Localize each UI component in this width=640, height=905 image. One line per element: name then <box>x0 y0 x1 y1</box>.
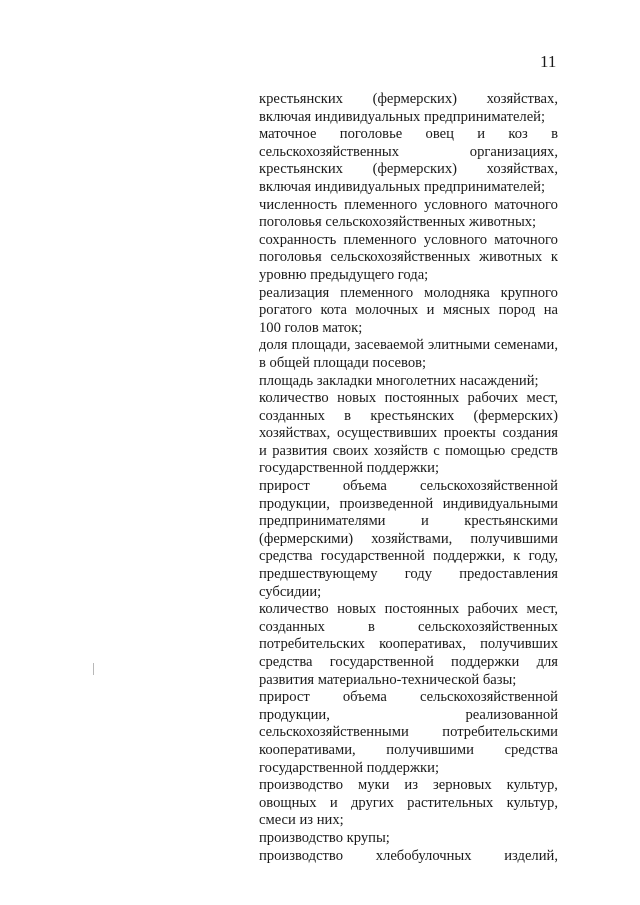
text-line <box>259 337 558 355</box>
word: развития <box>272 442 328 459</box>
word: рабочих <box>467 601 519 618</box>
word: сельскохозяйственных <box>417 618 558 635</box>
word: прирост <box>259 478 310 495</box>
word: объема <box>342 478 387 495</box>
word: для <box>536 654 558 670</box>
word: продукции, <box>259 495 330 512</box>
text-line <box>259 548 558 566</box>
text-line <box>259 689 558 707</box>
word: (фермерских) <box>372 91 458 107</box>
word: осуществивших <box>336 425 438 442</box>
word: сельскохозяйственной <box>419 478 558 495</box>
text-line: государственной поддержки; <box>259 460 440 477</box>
word: постоянных <box>384 601 460 618</box>
word: производство <box>259 847 344 864</box>
word: хозяйствах, <box>486 91 558 107</box>
word: условного <box>424 196 488 213</box>
text-line: государственной поддержки; <box>259 759 440 776</box>
text-line <box>259 496 558 514</box>
text-line <box>259 601 558 619</box>
word: доля <box>259 337 288 354</box>
word: в <box>344 407 352 424</box>
word: племенного <box>343 231 417 248</box>
word: хозяйствами, <box>371 530 453 547</box>
word: году <box>404 566 433 583</box>
word: (фермерских) <box>473 407 558 424</box>
word: хозяйствах, <box>259 425 331 442</box>
text-line <box>259 390 558 408</box>
word: новых <box>337 601 377 618</box>
text-line <box>259 742 558 760</box>
word: количество <box>259 601 329 618</box>
word: молодняка <box>424 284 490 301</box>
word: хозяйствах, <box>486 161 558 178</box>
word: семенами, <box>494 337 558 354</box>
word: получившими <box>470 530 558 547</box>
text-line <box>259 619 558 637</box>
word: предшествующему <box>259 566 378 583</box>
text-line <box>259 126 558 144</box>
text-line: субсидии; <box>259 583 322 600</box>
word: объема <box>342 689 387 706</box>
word: сельскохозяйственных <box>330 249 471 266</box>
text-line <box>259 636 558 654</box>
text-line <box>259 425 558 443</box>
text-line: развития материально-технической базы; <box>259 671 517 688</box>
word: крестьянских <box>259 91 343 107</box>
word: средства <box>504 741 558 758</box>
text-line: смеси из них; <box>259 812 344 829</box>
word: сохранность <box>259 231 337 248</box>
text-line <box>259 531 558 549</box>
word: в <box>551 126 558 143</box>
word: с <box>433 442 440 459</box>
word: культур, <box>506 777 558 794</box>
word: государственной <box>329 654 434 670</box>
word: поддержки, <box>433 548 505 565</box>
word: созданных <box>259 407 325 424</box>
text-line: включая индивидуальных предпринимателей; <box>259 108 546 125</box>
text-line <box>259 795 558 813</box>
word: мест, <box>526 390 558 407</box>
text-line <box>259 232 558 250</box>
text-line: поголовья сельскохозяйственных животных; <box>259 214 537 231</box>
word: овощных <box>259 794 317 811</box>
word: условного <box>423 231 488 248</box>
text-line <box>259 197 558 215</box>
word: на <box>543 302 558 319</box>
word: молочных <box>355 302 419 319</box>
word: средств <box>510 442 558 459</box>
word: племенного <box>340 284 414 301</box>
word: к <box>513 548 521 565</box>
word: получившими <box>386 741 474 758</box>
word: постоянных <box>384 390 460 407</box>
word: (фермерскими) <box>259 530 354 547</box>
word: крестьянских <box>370 407 455 424</box>
word: кота <box>320 302 347 319</box>
word: получивших <box>480 636 558 653</box>
word: сельскохозяйственными <box>259 724 409 741</box>
word: площади, <box>291 337 351 354</box>
word: зерновых <box>432 777 492 794</box>
word: предоставления <box>459 566 558 583</box>
word: сельскохозяйственной <box>419 689 558 706</box>
word: маточного <box>494 231 558 248</box>
word: элитными <box>428 337 491 354</box>
text-line <box>259 161 558 179</box>
word: засеваемой <box>354 337 424 354</box>
document-body <box>259 91 558 865</box>
word: государственной <box>320 548 425 565</box>
word: и <box>329 794 338 811</box>
word: (фермерских) <box>372 161 458 178</box>
word: поголовье <box>339 126 403 143</box>
text-line: 100 голов маток; <box>259 319 363 336</box>
word: культур, <box>506 794 558 811</box>
word: создания <box>502 425 558 442</box>
word: крестьянскими <box>464 513 558 530</box>
text-line <box>259 513 558 531</box>
word: из <box>404 777 418 794</box>
text-line: в общей площади посевов; <box>259 354 427 371</box>
word: и <box>259 442 267 459</box>
text-line <box>259 654 558 672</box>
text-line <box>259 144 558 162</box>
word: численность <box>259 196 338 213</box>
text-line: включая индивидуальных предпринимателей; <box>259 178 546 195</box>
word: сельскохозяйственных <box>259 143 400 160</box>
word: изделий, <box>504 847 558 864</box>
word: организациях, <box>469 143 558 160</box>
word: потребительскими <box>442 724 558 741</box>
word: году, <box>528 548 558 565</box>
text-line <box>259 408 558 426</box>
word: племенного <box>344 196 418 213</box>
word: и <box>426 302 435 319</box>
word: растительных <box>407 794 494 811</box>
text-line <box>259 91 558 109</box>
word: производство <box>259 777 344 794</box>
word: кооперативах, <box>379 636 466 653</box>
word: хозяйств <box>373 442 428 459</box>
word: предпринимателями <box>259 513 386 530</box>
word: поголовья <box>259 249 322 266</box>
text-line <box>259 777 558 795</box>
text-line <box>259 848 558 866</box>
word: мест, <box>526 601 558 618</box>
word: новых <box>337 390 377 407</box>
word: других <box>350 794 394 811</box>
word: средства <box>259 548 313 565</box>
word: муки <box>358 777 390 794</box>
text-line <box>259 478 558 496</box>
word: помощью <box>445 442 506 459</box>
word: индивидуальными <box>442 495 558 512</box>
word: потребительских <box>259 636 365 653</box>
word: и <box>420 513 429 530</box>
word: кооперативами, <box>259 741 356 758</box>
word: прирост <box>259 689 310 706</box>
word: животных <box>479 249 543 266</box>
text-line <box>259 724 558 742</box>
text-line <box>259 285 558 303</box>
page-number: 11 <box>540 52 557 71</box>
word: коз <box>508 126 528 143</box>
word: средства <box>259 654 313 670</box>
word: крупного <box>500 284 558 301</box>
margin-mark <box>93 663 94 675</box>
text-line: производство крупы; <box>259 829 390 846</box>
word: продукции, <box>259 706 330 723</box>
word: к <box>550 249 558 266</box>
word: своих <box>332 442 369 459</box>
word: проекты <box>443 425 496 442</box>
text-line <box>259 302 558 320</box>
word: произведенной <box>339 495 434 512</box>
text-line: уровню предыдущего года; <box>259 266 429 283</box>
word: созданных <box>259 618 325 635</box>
word: количество <box>259 390 329 407</box>
word: овец <box>425 126 454 143</box>
word: и <box>477 126 486 143</box>
word: рабочих <box>467 390 519 407</box>
word: крестьянских <box>259 161 343 178</box>
word: хлебобулочных <box>375 847 472 864</box>
word: в <box>367 618 375 635</box>
word: маточного <box>494 196 558 213</box>
word: реализованной <box>465 706 558 723</box>
word: маточное <box>259 126 317 143</box>
word: мясных <box>442 302 491 319</box>
word: пород <box>498 302 536 319</box>
text-line <box>259 566 558 584</box>
text-line <box>259 249 558 267</box>
word: поддержки <box>451 654 520 670</box>
text-line <box>259 707 558 725</box>
word: рогатого <box>259 302 313 319</box>
text-line <box>259 443 558 461</box>
text-line: площадь закладки многолетних насаждений; <box>259 372 539 389</box>
word: реализация <box>259 284 330 301</box>
